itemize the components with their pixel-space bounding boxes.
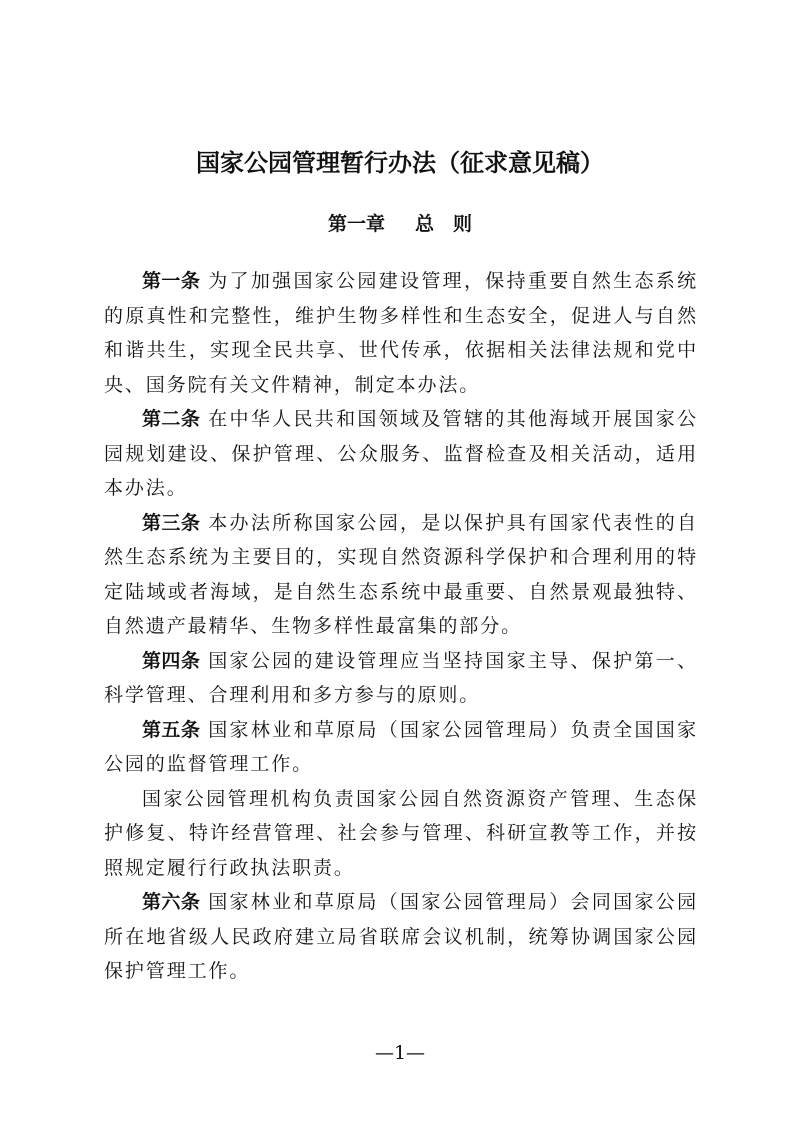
paragraph-text: 国家公园管理机构负责国家公园自然资源资产管理、生态保护修复、特许经营管理、社会参与管理、科研宣教等工作，并按照规定履行行政执法职责。 [104, 787, 698, 879]
article-text: 国家公园的建设管理应当坚持国家主导、保护第一、科学管理、合理利用和多方参与的原则。 [104, 649, 698, 706]
article-label: 第六条 [142, 891, 201, 913]
article-1 [104, 264, 698, 402]
page-number: —1— [374, 1042, 426, 1064]
article-label: 第五条 [142, 718, 201, 741]
article-text: 国家林业和草原局（国家公园管理局）会同国家公园所在地省级人民政府建立局省联席会议机制，统筹协调国家公园保护管理工作。 [104, 891, 698, 982]
article-4 [104, 644, 698, 713]
document-body [104, 264, 698, 989]
chapter-number: 第一章 [327, 213, 385, 235]
article-3 [104, 506, 698, 644]
article-6 [104, 885, 698, 989]
article-5 [104, 713, 698, 782]
article-label: 第一条 [142, 270, 201, 292]
article-label: 第四条 [142, 649, 201, 672]
chapter-name: 总 则 [415, 213, 473, 235]
article-label: 第三条 [142, 511, 201, 534]
document-title: 国家公园管理暂行办法（征求意见稿） [196, 149, 604, 177]
article-label: 第二条 [142, 408, 201, 430]
chapter-heading [0, 209, 800, 236]
article-2 [104, 402, 698, 506]
article-text: 本办法所称国家公园，是以保护具有国家代表性的自然生态系统为主要目的，实现自然资源科学保护和合理利用的特定陆域或者海域，是自然生态系统中最重要、自然景观最独特、自然遗产最精华、生物多样性最富集的部分。 [104, 511, 698, 637]
article-text: 在中华人民共和国领域及管辖的其他海域开展国家公园规划建设、保护管理、公众服务、监督检查及相关活动，适用本办法。 [104, 408, 698, 499]
article-text: 为了加强国家公园建设管理，保持重要自然生态系统的原真性和完整性，维护生物多样性和生态安全，促进人与自然和谐共生，实现全民共享、世代传承，依据相关法律法规和党中央、国务院有关文件精神，制定本办法。 [104, 270, 698, 396]
article-5-paragraph-2 [104, 782, 698, 886]
article-text: 国家林业和草原局（国家公园管理局）负责全国国家公园的监督管理工作。 [104, 718, 698, 775]
